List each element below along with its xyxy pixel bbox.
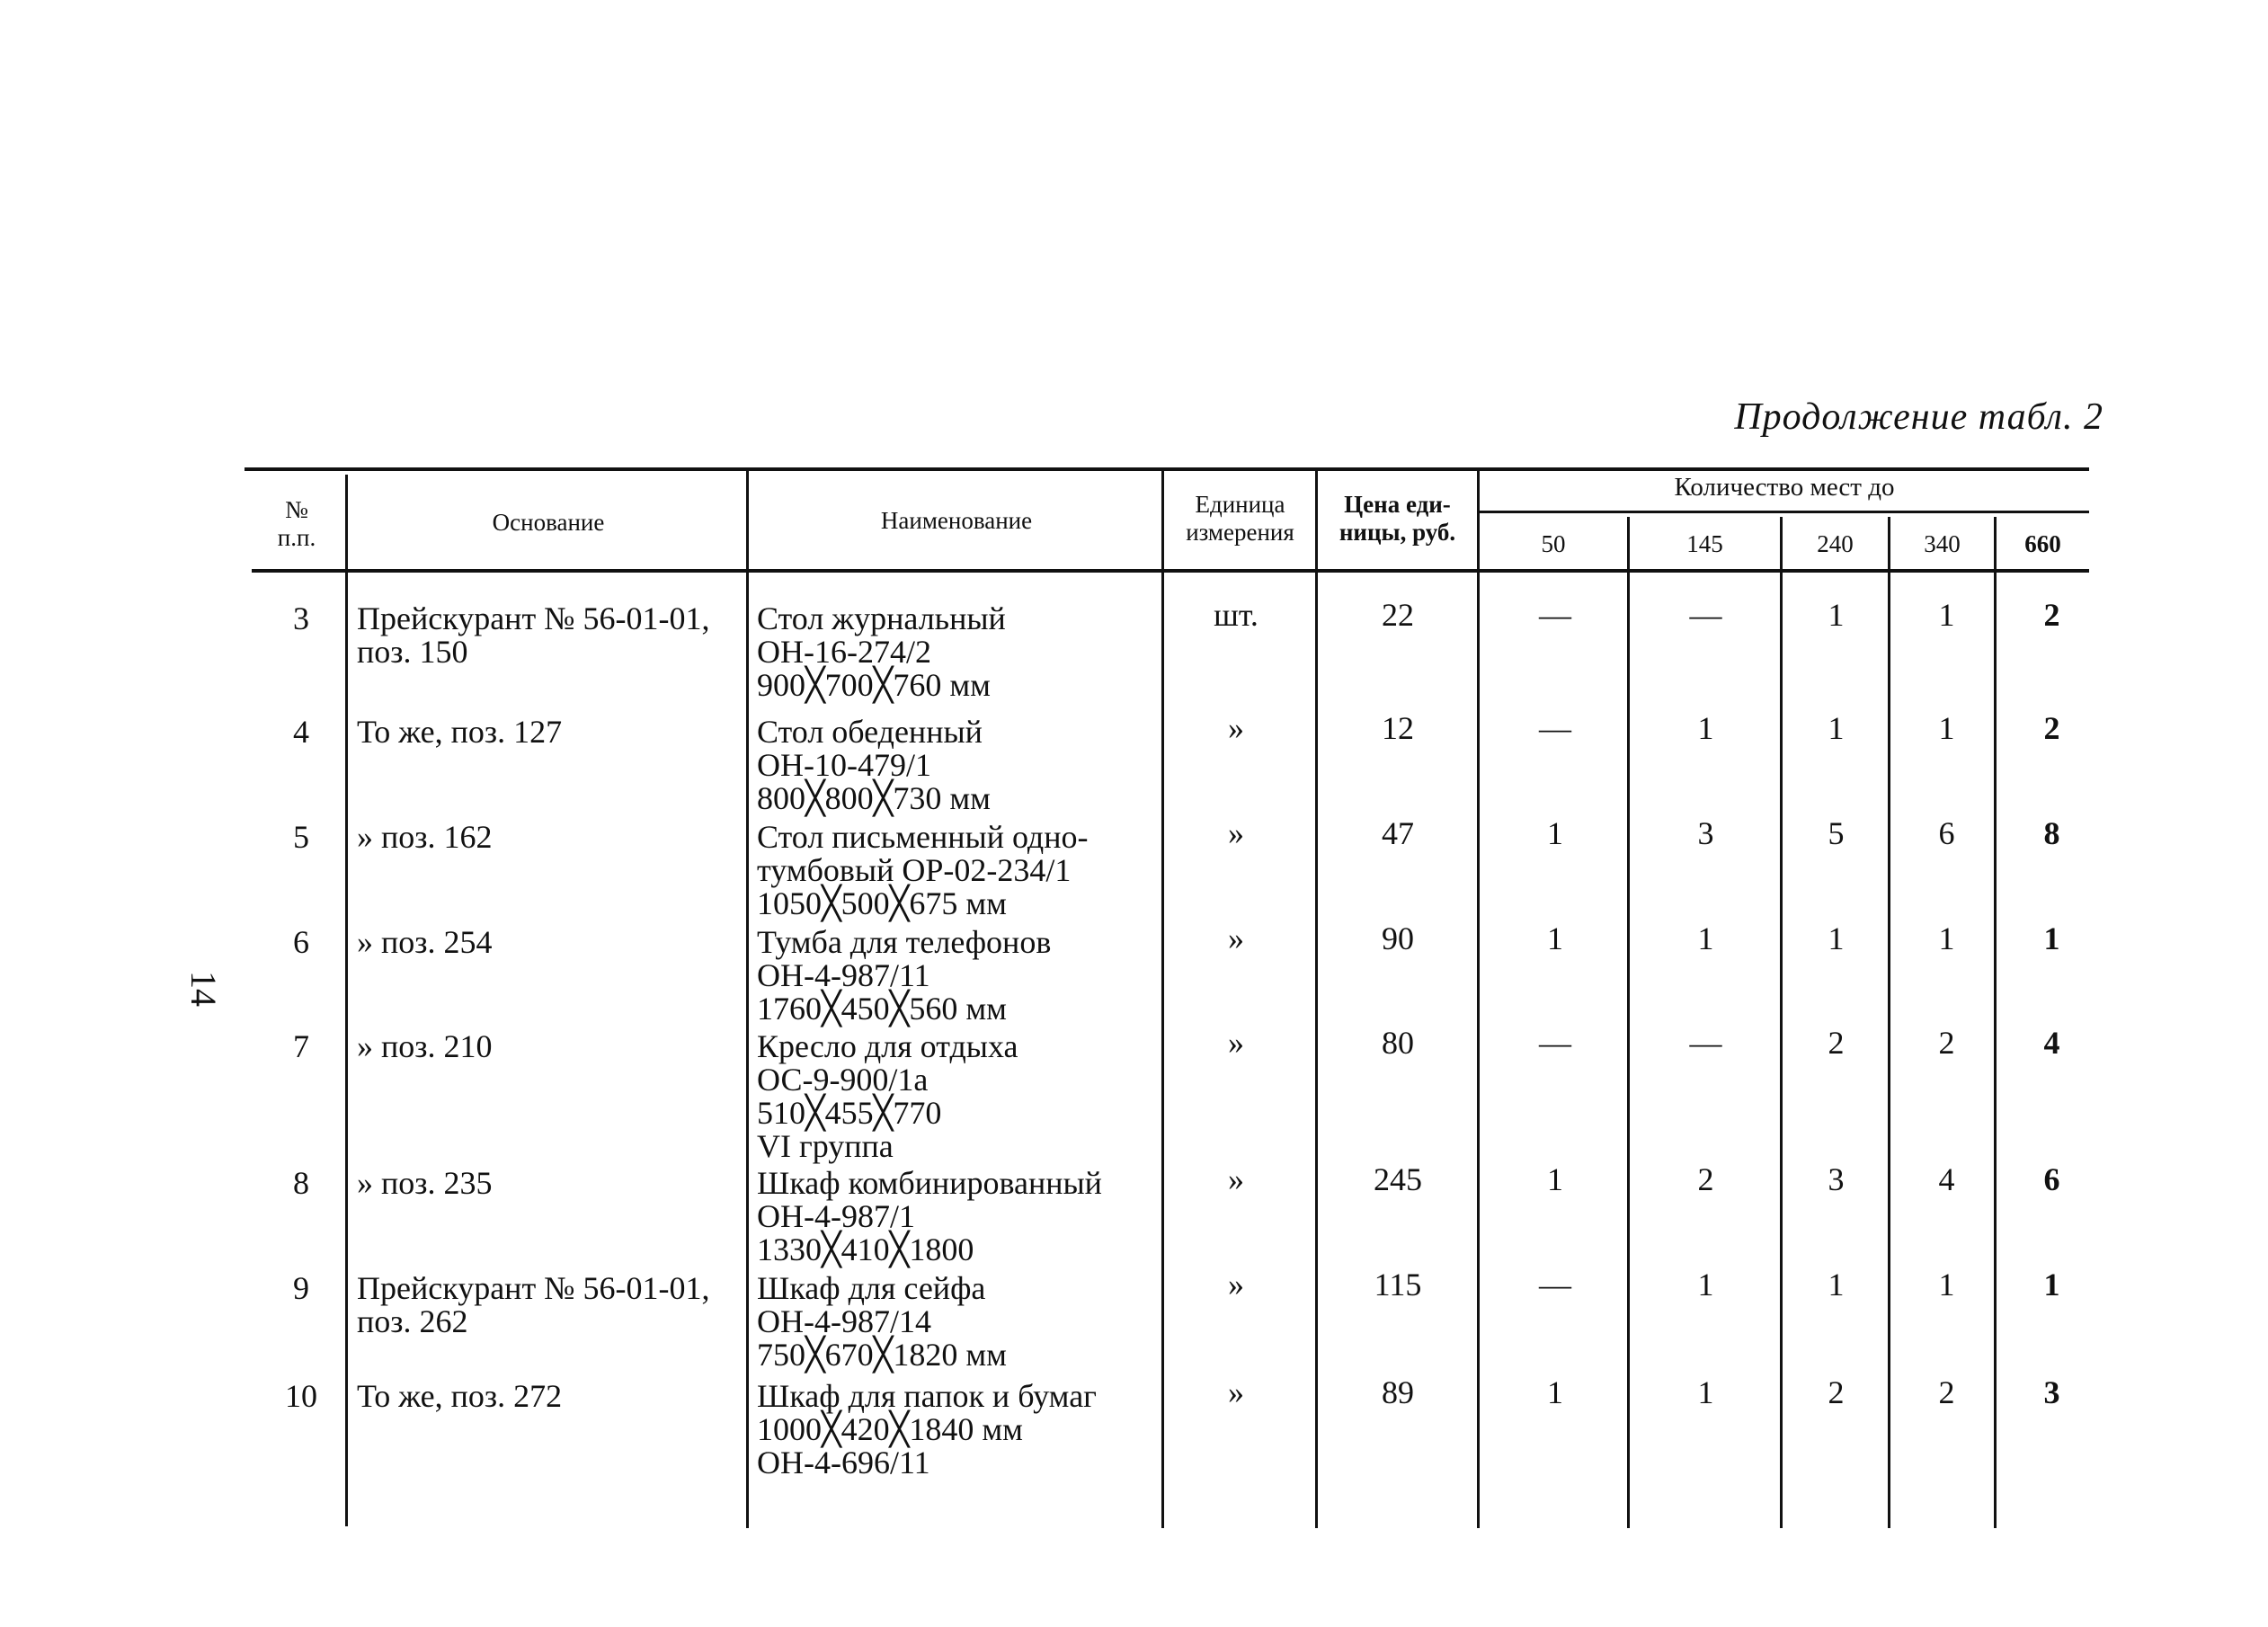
row-qty-145: 3 bbox=[1697, 815, 1714, 851]
row-qty-50: 1 bbox=[1547, 1161, 1563, 1197]
row-qty-240: 1 bbox=[1828, 597, 1845, 633]
row-price: 47 bbox=[1382, 815, 1414, 851]
row-price: 115 bbox=[1374, 1267, 1422, 1302]
row-basis-line: Прейскурант № 56-01-01, bbox=[357, 1270, 710, 1306]
row-qty-340: 2 bbox=[1938, 1025, 1955, 1061]
row-name-line: 1000╳420╳1840 мм bbox=[757, 1411, 1023, 1447]
row-unit: » bbox=[1228, 1025, 1244, 1061]
row-price: 90 bbox=[1382, 920, 1414, 956]
row-basis-line: » поз. 235 bbox=[357, 1165, 493, 1201]
row-qty-240: 2 bbox=[1828, 1374, 1845, 1410]
header-qty-145: 145 bbox=[1686, 530, 1723, 557]
col-divider-1 bbox=[345, 475, 348, 1526]
row-number: 5 bbox=[293, 819, 309, 855]
row-qty-240: 1 bbox=[1828, 920, 1845, 956]
row-name-line: Стол журнальный bbox=[757, 600, 1006, 636]
row-qty-660: 4 bbox=[2043, 1025, 2060, 1061]
col-divider-2 bbox=[746, 471, 749, 1528]
row-qty-660: 6 bbox=[2043, 1161, 2060, 1197]
row-name-line: ОН-4-696/11 bbox=[757, 1445, 930, 1480]
row-name-line: Стол письменный одно- bbox=[757, 819, 1089, 855]
row-unit: » bbox=[1228, 1374, 1244, 1410]
row-basis-line: То же, поз. 272 bbox=[357, 1378, 563, 1414]
row-unit: » bbox=[1228, 710, 1244, 746]
row-unit: шт. bbox=[1214, 597, 1259, 633]
row-price: 89 bbox=[1382, 1374, 1414, 1410]
col-divider-6 bbox=[1627, 517, 1630, 1528]
col-divider-4 bbox=[1315, 471, 1318, 1528]
row-name-line: 750╳670╳1820 мм bbox=[757, 1337, 1007, 1373]
row-qty-340: 1 bbox=[1938, 920, 1955, 956]
row-price: 80 bbox=[1382, 1025, 1414, 1061]
row-qty-660: 8 bbox=[2043, 815, 2060, 851]
row-number: 7 bbox=[293, 1028, 309, 1064]
row-name-line: Тумба для телефонов bbox=[757, 924, 1052, 960]
row-name-line: ОН-4-987/11 bbox=[757, 957, 930, 993]
row-qty-660: 3 bbox=[2043, 1374, 2060, 1410]
row-qty-340: 4 bbox=[1938, 1161, 1955, 1197]
row-basis-line: » поз. 162 bbox=[357, 819, 493, 855]
qty-header-rule bbox=[1477, 511, 2089, 513]
row-qty-50: — bbox=[1539, 710, 1571, 746]
row-name-line: VI группа bbox=[757, 1128, 894, 1164]
row-basis-line: » поз. 210 bbox=[357, 1028, 493, 1064]
col-divider-7 bbox=[1780, 517, 1783, 1528]
header-qty-240: 240 bbox=[1817, 530, 1854, 557]
header-basis: Основание bbox=[492, 509, 605, 536]
row-qty-145: — bbox=[1689, 1025, 1722, 1061]
row-name-line: 510╳455╳770 bbox=[757, 1095, 942, 1131]
row-qty-240: 2 bbox=[1828, 1025, 1845, 1061]
row-basis-line: То же, поз. 127 bbox=[357, 714, 563, 750]
row-number: 4 bbox=[293, 714, 309, 750]
col-divider-8 bbox=[1888, 517, 1890, 1528]
header-price: Цена еди- ницы, руб. bbox=[1339, 491, 1456, 547]
row-qty-145: 1 bbox=[1697, 920, 1714, 956]
row-name-line: Шкаф для сейфа bbox=[757, 1270, 986, 1306]
row-name-line: 800╳800╳730 мм bbox=[757, 780, 991, 816]
row-qty-240: 5 bbox=[1828, 815, 1845, 851]
row-name-line: ОН-4-987/1 bbox=[757, 1198, 915, 1234]
row-qty-660: 2 bbox=[2043, 597, 2060, 633]
row-qty-340: 1 bbox=[1938, 1267, 1955, 1302]
header-qty-50: 50 bbox=[1541, 530, 1566, 557]
row-qty-50: 1 bbox=[1547, 920, 1563, 956]
header-no: № п.п. bbox=[277, 496, 316, 552]
row-qty-145: 1 bbox=[1697, 710, 1714, 746]
row-qty-50: 1 bbox=[1547, 1374, 1563, 1410]
table-caption: Продолжение табл. 2 bbox=[1734, 396, 2103, 438]
row-qty-50: 1 bbox=[1547, 815, 1563, 851]
row-basis-line: поз. 262 bbox=[357, 1303, 468, 1339]
row-unit: » bbox=[1228, 1267, 1244, 1302]
header-bottom-rule bbox=[252, 569, 2089, 573]
row-qty-145: 1 bbox=[1697, 1267, 1714, 1302]
row-name-line: тумбовый ОР-02-234/1 bbox=[757, 852, 1072, 888]
row-price: 22 bbox=[1382, 597, 1414, 633]
header-qty-660: 660 bbox=[2024, 530, 2061, 557]
row-qty-660: 2 bbox=[2043, 710, 2060, 746]
row-qty-50: — bbox=[1539, 1025, 1571, 1061]
row-number: 6 bbox=[293, 924, 309, 960]
row-unit: » bbox=[1228, 1161, 1244, 1197]
row-price: 12 bbox=[1382, 710, 1414, 746]
row-qty-240: 1 bbox=[1828, 710, 1845, 746]
row-name-line: ОН-10-479/1 bbox=[757, 747, 931, 783]
row-qty-660: 1 bbox=[2043, 1267, 2060, 1302]
row-qty-240: 1 bbox=[1828, 1267, 1845, 1302]
row-name-line: Стол обеденный bbox=[757, 714, 983, 750]
row-name-line: ОН-4-987/14 bbox=[757, 1303, 931, 1339]
header-qty-340: 340 bbox=[1924, 530, 1961, 557]
row-name-line: ОС-9-900/1а bbox=[757, 1062, 929, 1098]
header-name: Наименование bbox=[880, 507, 1033, 534]
row-qty-340: 1 bbox=[1938, 597, 1955, 633]
header-qty-group: Количество мест до bbox=[1674, 473, 1895, 502]
row-number: 8 bbox=[293, 1165, 309, 1201]
col-divider-5 bbox=[1477, 471, 1480, 1528]
table-top-rule bbox=[245, 467, 2089, 471]
row-qty-145: — bbox=[1689, 597, 1722, 633]
row-basis-line: » поз. 254 bbox=[357, 924, 493, 960]
row-name-line: Шкаф комбинированный bbox=[757, 1165, 1102, 1201]
row-qty-50: — bbox=[1539, 597, 1571, 633]
page-number: 14 bbox=[183, 971, 224, 1007]
row-qty-660: 1 bbox=[2043, 920, 2060, 956]
row-basis-line: поз. 150 bbox=[357, 634, 468, 670]
row-name-line: Кресло для отдыха bbox=[757, 1028, 1018, 1064]
header-unit: Единица измерения bbox=[1186, 491, 1294, 547]
row-qty-340: 1 bbox=[1938, 710, 1955, 746]
row-name-line: ОН-16-274/2 bbox=[757, 634, 931, 670]
row-name-line: 1760╳450╳560 мм bbox=[757, 991, 1007, 1027]
row-qty-240: 3 bbox=[1828, 1161, 1845, 1197]
row-qty-340: 6 bbox=[1938, 815, 1955, 851]
row-number: 10 bbox=[285, 1378, 317, 1414]
row-basis-line: Прейскурант № 56-01-01, bbox=[357, 600, 710, 636]
row-unit: » bbox=[1228, 815, 1244, 851]
row-name-line: Шкаф для папок и бумаг bbox=[757, 1378, 1097, 1414]
row-number: 3 bbox=[293, 600, 309, 636]
row-price: 245 bbox=[1374, 1161, 1422, 1197]
row-name-line: 1050╳500╳675 мм bbox=[757, 885, 1007, 921]
row-unit: » bbox=[1228, 920, 1244, 956]
row-qty-145: 1 bbox=[1697, 1374, 1714, 1410]
row-qty-340: 2 bbox=[1938, 1374, 1955, 1410]
row-name-line: 1330╳410╳1800 bbox=[757, 1231, 974, 1267]
row-name-line: 900╳700╳760 мм bbox=[757, 667, 991, 703]
row-qty-50: — bbox=[1539, 1267, 1571, 1302]
row-number: 9 bbox=[293, 1270, 309, 1306]
row-qty-145: 2 bbox=[1697, 1161, 1714, 1197]
